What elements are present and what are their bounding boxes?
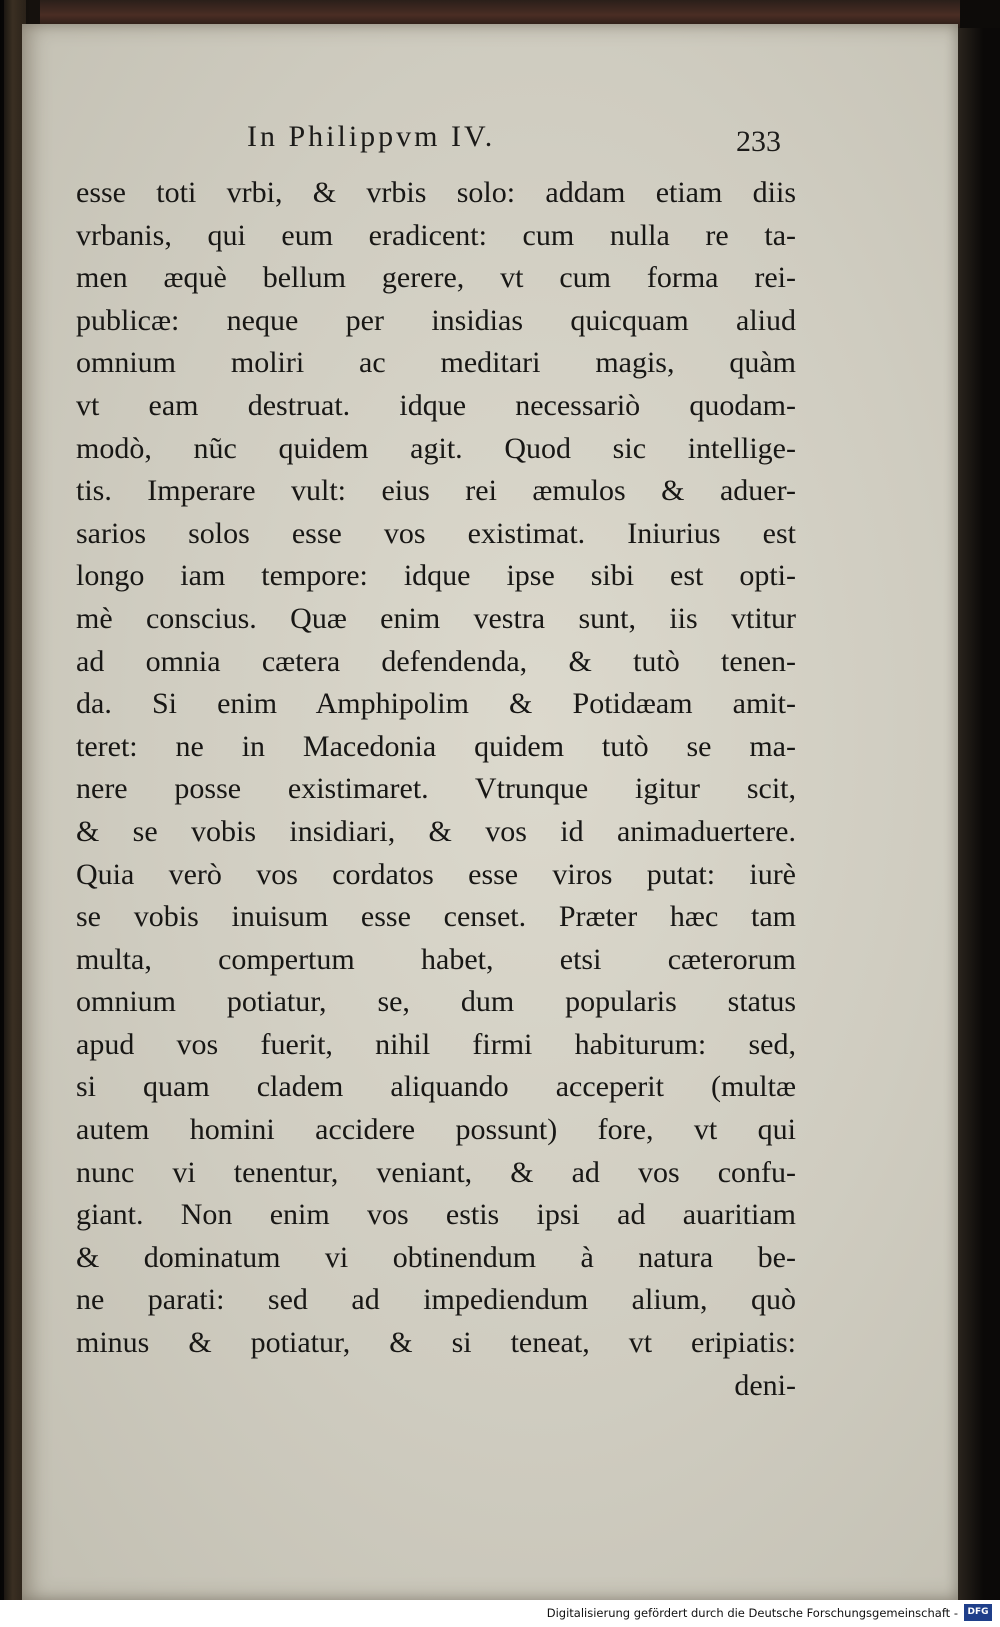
text-line: longo iam tempore: idque ipse sibi est opti-	[76, 559, 796, 593]
text-line: mè conscius. Quæ enim vestra sunt, iis vtitur	[76, 601, 796, 635]
page-number: 233	[736, 125, 781, 158]
text-line: teret: ne in Macedonia quidem tutò se ma-	[76, 729, 796, 763]
text-line: apud vos fuerit, nihil firmi habiturum: sed,	[76, 1027, 796, 1061]
text-line: esse toti vrbi, & vrbis solo: addam etiam diis	[76, 176, 796, 209]
text-line: modò, nũc quidem agit. Quod sic intellige-	[76, 431, 796, 465]
text-line: sarios solos esse vos existimat. Iniurius est	[76, 516, 796, 550]
catchword: deni-	[734, 1368, 796, 1402]
text-line: nunc vi tenentur, veniant, & ad vos confu-	[76, 1155, 796, 1189]
text-line: Quia verò vos cordatos esse viros putat: iurè	[76, 857, 796, 891]
text-line: giant. Non enim vos estis ipsi ad auaritiam	[76, 1198, 796, 1232]
text-line: tis. Imperare vult: eius rei æmulos & aduer-	[76, 474, 796, 508]
text-line: publicæ: neque per insidias quicquam aliud	[76, 303, 796, 337]
text-line: men æquè bellum gerere, vt cum forma rei-	[76, 261, 796, 295]
text-line: & dominatum vi obtinendum à natura be-	[76, 1240, 796, 1274]
dfg-logo-icon: DFG	[964, 1604, 992, 1621]
right-page-edge	[958, 28, 1000, 1600]
text-line: omnium moliri ac meditari magis, quàm	[76, 346, 796, 380]
text-line: da. Si enim Amphipolim & Potidæam amit-	[76, 687, 796, 721]
text-line: nere posse existimaret. Vtrunque igitur scit,	[76, 772, 796, 806]
text-line: multa, compertum habet, etsi cæterorum	[76, 942, 796, 976]
text-line: si quam cladem aliquando acceperit (multæ	[76, 1070, 796, 1104]
body-text	[76, 172, 796, 1407]
book-page	[22, 24, 958, 1600]
text-line: autem homini accidere possunt) fore, vt qui	[76, 1113, 796, 1147]
text-line: & se vobis insidiari, & vos id animaduertere.	[76, 814, 796, 848]
funding-credit: Digitalisierung gefördert durch die Deutsche Forschungsgemeinschaft -	[546, 1606, 958, 1620]
text-line: minus & potiatur, & si teneat, vt eripiatis:	[76, 1326, 796, 1360]
text-line: se vobis inuisum esse censet. Præter hæc tam	[76, 900, 796, 934]
text-line: vt eam destruat. idque necessariò quodam-	[76, 388, 796, 422]
text-line: vrbanis, qui eum eradicent: cum nulla re ta-	[76, 218, 796, 252]
text-line: omnium potiatur, se, dum popularis status	[76, 985, 796, 1019]
digitization-footer	[0, 1600, 1000, 1627]
text-line: ne parati: sed ad impediendum alium, quò	[76, 1283, 796, 1317]
text-line: ad omnia cætera defendenda, & tutò tenen-	[76, 644, 796, 678]
running-head: In Philippvm IV.	[247, 120, 496, 153]
